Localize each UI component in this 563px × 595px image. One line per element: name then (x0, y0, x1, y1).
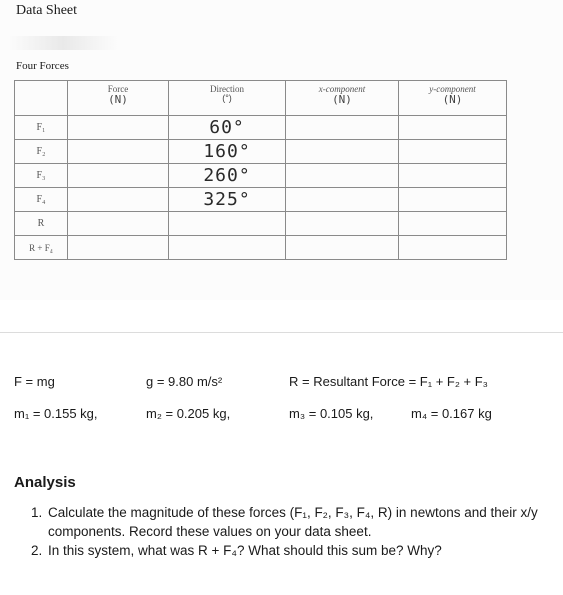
header-direction (169, 81, 286, 116)
y-component-cell (399, 116, 507, 140)
forces-table (14, 80, 507, 260)
sheet-title: Data Sheet (16, 3, 78, 18)
force-cell (68, 164, 169, 188)
header-x-unit: (N) (332, 93, 352, 106)
direction-cell: 160° (169, 140, 286, 164)
header-label-cell (15, 81, 68, 116)
force-cell (68, 140, 169, 164)
page-divider (0, 332, 563, 333)
header-y-label: y-component (429, 84, 476, 94)
x-component-cell (286, 188, 399, 212)
x-component-cell (286, 164, 399, 188)
analysis-list (26, 503, 563, 560)
formula-f-mg: F = mg (14, 374, 55, 389)
analysis-heading: Analysis (14, 474, 76, 491)
mass-m4: m₄ = 0.167 kg (411, 406, 492, 421)
direction-cell: 60° (169, 116, 286, 140)
formula-g: g = 9.80 m/s² (146, 374, 223, 389)
direction-cell (169, 236, 286, 260)
analysis-item: 2. In this system, what was R + F₄? What should this sum be? Why? (46, 541, 563, 560)
header-direction-label: Direction (210, 84, 244, 94)
mass-m2: m₂ = 0.205 kg, (146, 406, 231, 421)
section-title: Four Forces (16, 60, 69, 72)
direction-cell: 325° (169, 188, 286, 212)
x-component-cell (286, 116, 399, 140)
mass-m3: m₃ = 0.105 kg, (289, 406, 374, 421)
header-x-label: x-component (318, 84, 366, 94)
force-cell (68, 212, 169, 236)
header-force (68, 81, 169, 116)
table-row-r (15, 212, 507, 236)
row-label: F₂ (15, 140, 68, 164)
header-y-unit: (N) (442, 93, 463, 106)
y-component-cell (399, 164, 507, 188)
table-row-r-plus-f4 (15, 236, 507, 260)
analysis-item: 1. Calculate the magnitude of these forces (F₁, F₂, F₃, F₄, R) in newtons and their x/y components. Record these values on your data sheet. (46, 503, 563, 541)
erased-smudge (8, 36, 118, 50)
x-component-cell (286, 212, 399, 236)
mass-m1: m₁ = 0.155 kg, (14, 406, 98, 421)
y-component-cell (399, 188, 507, 212)
y-component-cell (399, 212, 507, 236)
force-cell (68, 236, 169, 260)
row-label: F₄ (15, 188, 68, 212)
formula-resultant: R = Resultant Force = F₁ + F₂ + F₃ (289, 374, 488, 389)
row-label: R + F₄ (15, 236, 68, 260)
direction-cell (169, 212, 286, 236)
table-row-f3 (15, 164, 507, 188)
x-component-cell (286, 140, 399, 164)
y-component-cell (399, 140, 507, 164)
force-cell (68, 116, 169, 140)
force-cell (68, 188, 169, 212)
y-component-cell (399, 236, 507, 260)
row-label: F₁ (15, 116, 68, 140)
row-label: R (15, 212, 68, 236)
header-direction-unit: (°) (222, 93, 232, 103)
header-force-label: Force (107, 84, 129, 94)
header-x-component (286, 81, 399, 116)
header-y-component (399, 81, 507, 116)
table-row-f2 (15, 140, 507, 164)
x-component-cell (286, 236, 399, 260)
table-row-f1 (15, 116, 507, 140)
table-row-f4 (15, 188, 507, 212)
table-header-row (15, 81, 507, 116)
row-label: F₃ (15, 164, 68, 188)
direction-cell: 260° (169, 164, 286, 188)
header-force-unit: (N) (108, 93, 128, 106)
